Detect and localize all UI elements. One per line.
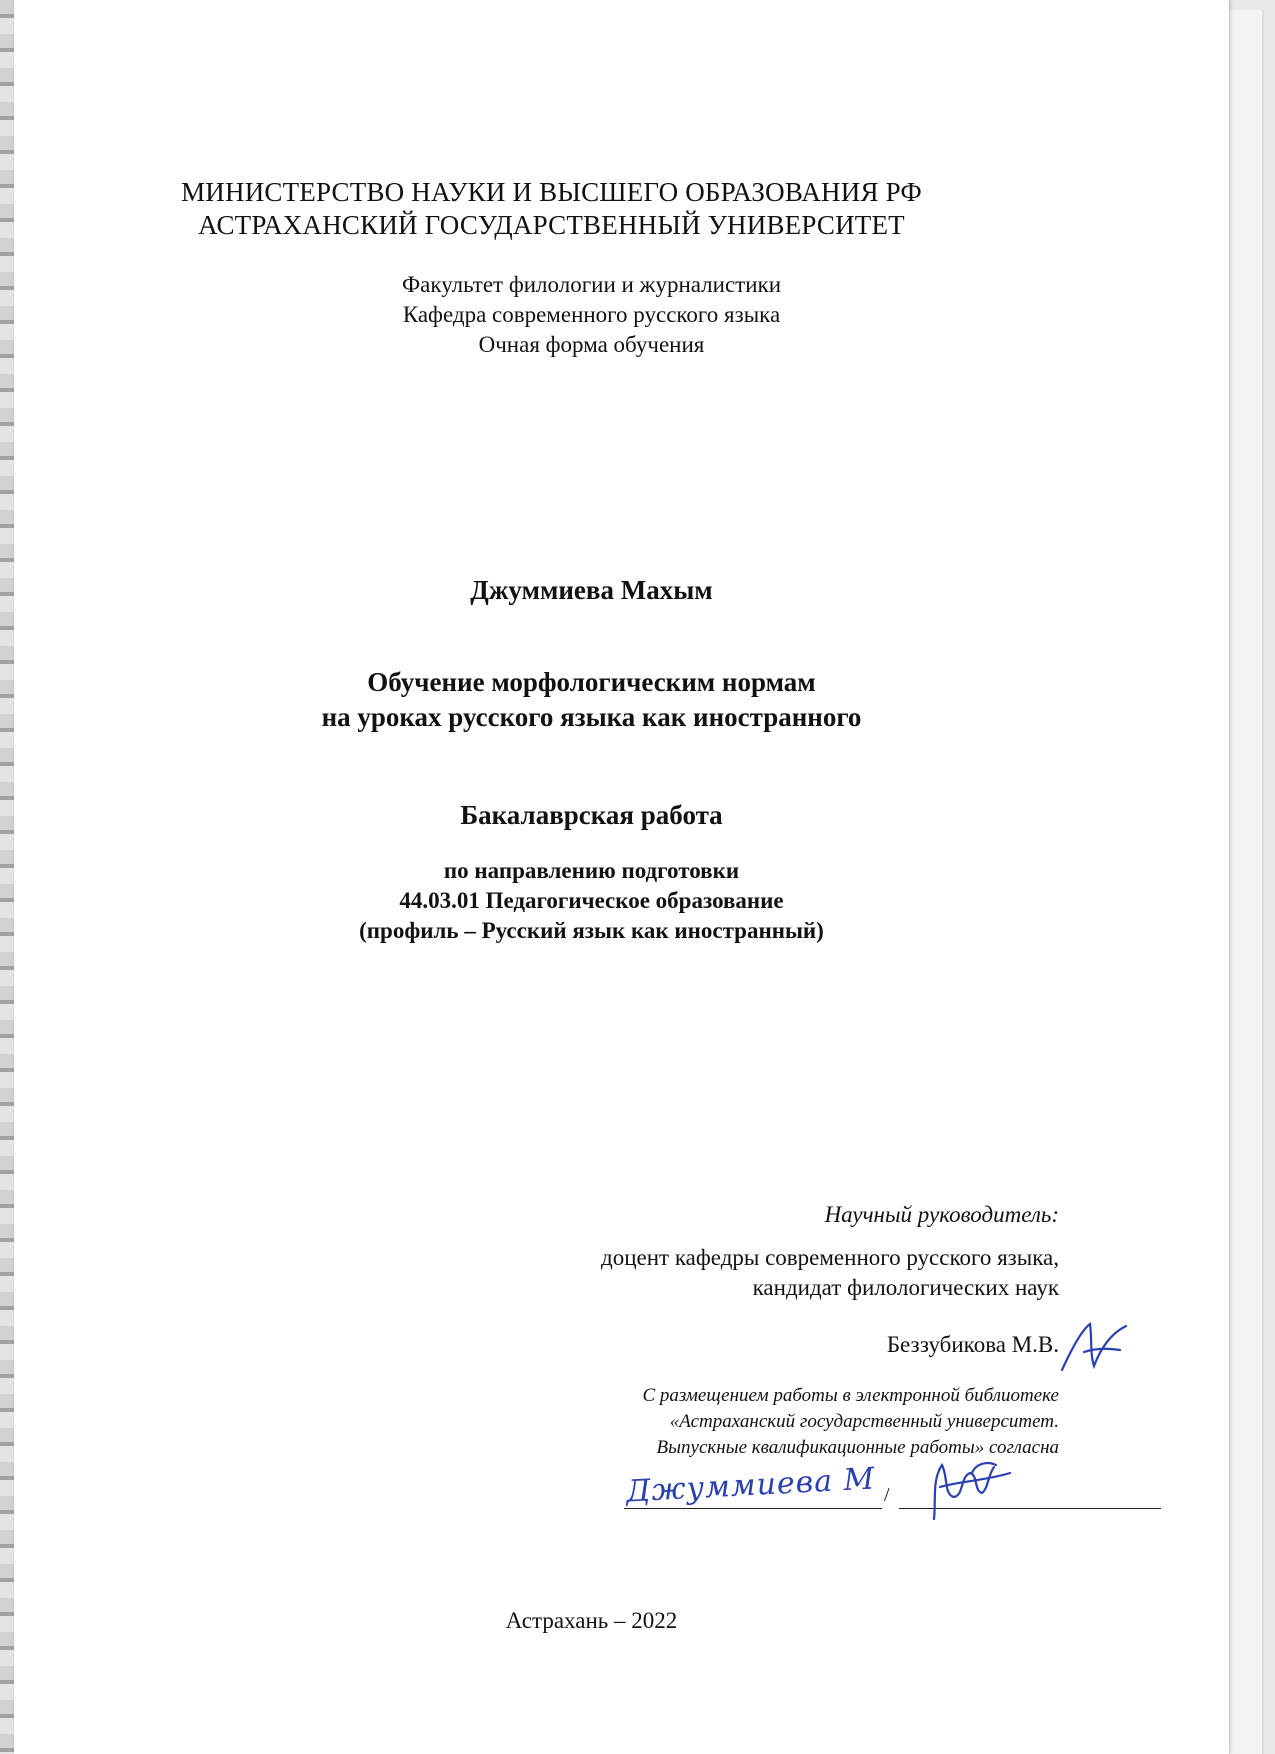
supervisor-name: Беззубикова М.В. <box>886 1332 1059 1357</box>
work-type: Бакалаврская работа <box>460 800 723 830</box>
supervisor-position-line-2: кандидат филологических наук <box>752 1275 1059 1300</box>
student-signature-line <box>624 1508 882 1509</box>
author-name: Джуммиева Махым <box>470 575 713 605</box>
faculty-block <box>0 270 1199 360</box>
university-name: АСТРАХАНСКИЙ ГОСУДАРСТВЕННЫЙ УНИВЕРСИТЕТ <box>198 210 905 240</box>
topic-line-1: Обучение морфологическим нормам <box>367 667 816 697</box>
student-signature-mark <box>914 1455 1034 1525</box>
student-handwritten-name: Джуммиева М <box>625 1461 877 1510</box>
study-form: Очная форма обучения <box>478 332 705 357</box>
library-consent <box>642 1383 1059 1461</box>
supervisor-label: Научный руководитель: <box>824 1202 1059 1227</box>
consent-line-3: Выпускные квалификационные работы» согласна <box>656 1437 1059 1458</box>
consent-line-1: С размещением работы в электронной библиотеке <box>642 1385 1059 1406</box>
direction-line-3: (профиль – Русский язык как иностранный) <box>359 918 824 943</box>
city-year: Астрахань – 2022 <box>505 1608 678 1633</box>
direction-line-2: 44.03.01 Педагогическое образование <box>399 888 784 913</box>
department-name: Кафедра современного русского языка <box>402 302 781 327</box>
topic-line-2: на уроках русского языка как иностранного <box>321 702 862 732</box>
supervisor-signature-mark <box>1054 1318 1134 1378</box>
supervisor-position <box>601 1243 1059 1303</box>
supervisor-position-line-1: доцент кафедры современного русского языка, <box>601 1245 1059 1270</box>
direction-block <box>0 856 1199 946</box>
direction-line-1: по направлению подготовки <box>443 858 740 883</box>
organization-header <box>0 176 1159 242</box>
thesis-topic <box>0 665 1199 735</box>
title-page <box>14 0 1229 1754</box>
ministry-name: МИНИСТЕРСТВО НАУКИ И ВЫСШЕГО ОБРАЗОВАНИЯ РФ <box>181 177 922 207</box>
consent-line-2: «Астраханский государственный университет. <box>669 1411 1059 1432</box>
faculty-name: Факультет филологии и журналистики <box>401 272 782 297</box>
signature-separator: / <box>884 1484 890 1506</box>
